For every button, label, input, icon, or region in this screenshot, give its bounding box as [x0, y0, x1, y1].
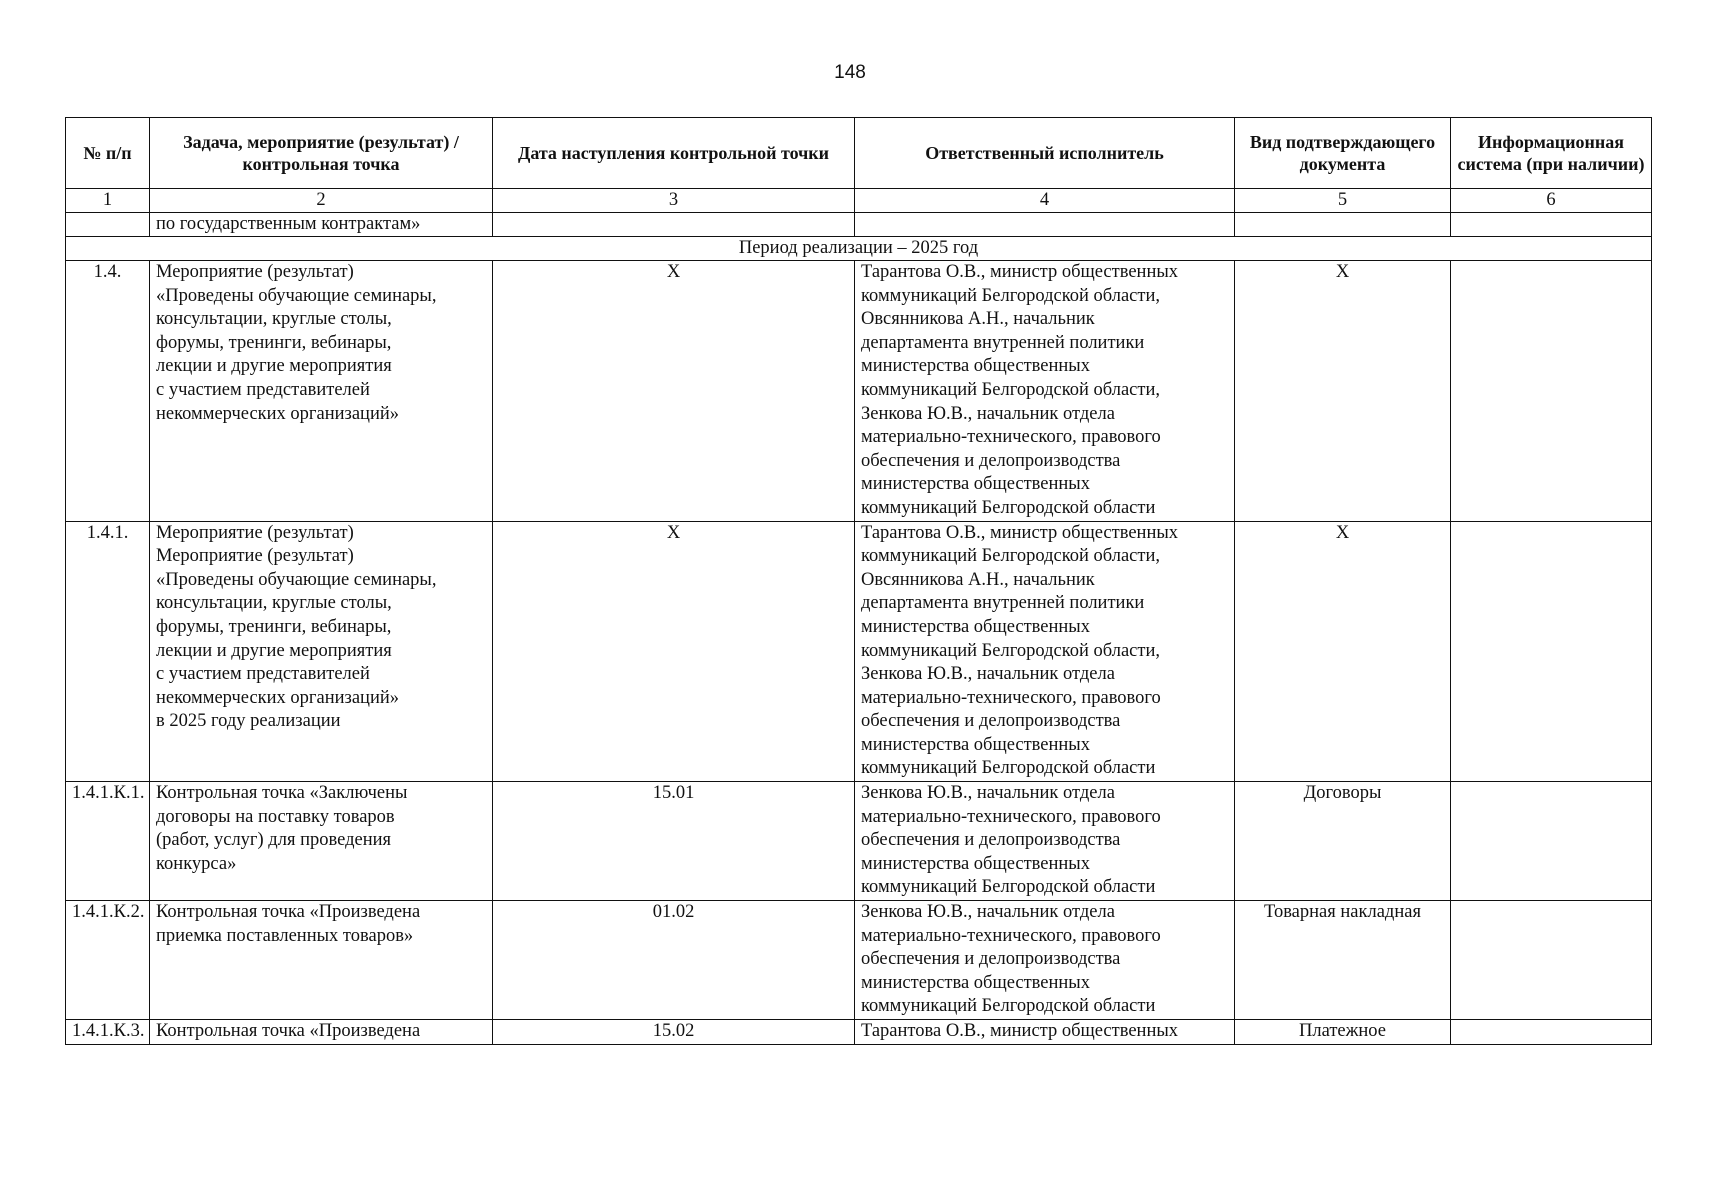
row-date: 15.02 [493, 1020, 855, 1045]
header-date: Дата наступления контрольной точки [493, 118, 855, 189]
row-document: X [1235, 261, 1451, 522]
continuation-row [66, 213, 1652, 237]
row-date: 15.01 [493, 782, 855, 901]
header-info-system: Информационная система (при наличии) [1451, 118, 1652, 189]
table-row [66, 1020, 1652, 1045]
row-info-system [1451, 1020, 1652, 1045]
header-executor: Ответственный исполнитель [855, 118, 1235, 189]
row-date: 01.02 [493, 901, 855, 1020]
row-date: X [493, 521, 855, 782]
column-number: 2 [150, 189, 493, 213]
row-task: Контрольная точка «Заключены договоры на поставку товаров (работ, услуг) для проведения конкурса» [150, 782, 493, 901]
row-number: 1.4.1. [66, 521, 150, 782]
column-number: 6 [1451, 189, 1652, 213]
column-number: 3 [493, 189, 855, 213]
column-number: 1 [66, 189, 150, 213]
table-row [66, 261, 1652, 522]
row-executor: Тарантова О.В., министр общественных коммуникаций Белгородской области, Овсянникова А.Н., начальник департамента внутренней политики министерства общественных коммуникаций Белгородской области, Зенкова Ю.В., начальник отдела материально-технического, правового обеспечения и делопроизводства министерства общественных коммуникаций Белгородской области [855, 521, 1235, 782]
row-task: Мероприятие (результат) Мероприятие (результат) «Проведены обучающие семинары, консультации, круглые столы, форумы, тренинги, вебинары, лекции и другие мероприятия с участием представителей некоммерческих организаций» в 2025 году реализации [150, 521, 493, 782]
row-task: Контрольная точка «Произведена приемка поставленных товаров» [150, 901, 493, 1020]
table-header-row [66, 118, 1652, 189]
page-number: 148 [834, 62, 866, 83]
column-number: 4 [855, 189, 1235, 213]
table-row [66, 521, 1652, 782]
row-executor: Зенкова Ю.В., начальник отдела материально-технического, правового обеспечения и делопроизводства министерства общественных коммуникаций Белгородской области [855, 901, 1235, 1020]
row-task: Контрольная точка «Произведена [150, 1020, 493, 1045]
row-document: Договоры [1235, 782, 1451, 901]
row-info-system [1451, 261, 1652, 522]
row-info-system [1451, 782, 1652, 901]
control-points-table [65, 117, 1652, 1045]
header-task: Задача, мероприятие (результат) / контрольная точка [150, 118, 493, 189]
row-executor: Тарантова О.В., министр общественных [855, 1020, 1235, 1045]
table-row [66, 901, 1652, 1020]
row-date: X [493, 261, 855, 522]
table-row [66, 782, 1652, 901]
row-executor: Тарантова О.В., министр общественных коммуникаций Белгородской области, Овсянникова А.Н., начальник департамента внутренней политики министерства общественных коммуникаций Белгородской области, Зенкова Ю.В., начальник отдела материально-технического, правового обеспечения и делопроизводства министерства общественных коммуникаций Белгородской области [855, 261, 1235, 522]
row-number: 1.4.1.К.1. [66, 782, 150, 901]
row-executor: Зенкова Ю.В., начальник отдела материально-технического, правового обеспечения и делопроизводства министерства общественных коммуникаций Белгородской области [855, 782, 1235, 901]
column-number: 5 [1235, 189, 1451, 213]
header-number: № п/п [66, 118, 150, 189]
row-info-system [1451, 901, 1652, 1020]
row-number: 1.4. [66, 261, 150, 522]
header-document: Вид подтверждающего документа [1235, 118, 1451, 189]
row-task: Мероприятие (результат) «Проведены обучающие семинары, консультации, круглые столы, форумы, тренинги, вебинары, лекции и другие мероприятия с участием представителей некоммерческих организаций» [150, 261, 493, 522]
row-number: 1.4.1.К.3. [66, 1020, 150, 1045]
row-document: Товарная накладная [1235, 901, 1451, 1020]
row-number: 1.4.1.К.2. [66, 901, 150, 1020]
row-document: Платежное [1235, 1020, 1451, 1045]
row-document: X [1235, 521, 1451, 782]
period-label: Период реализации – 2025 год [66, 237, 1652, 261]
period-row [66, 237, 1652, 261]
row-info-system [1451, 521, 1652, 782]
continuation-text: по государственным контрактам» [150, 213, 493, 237]
column-number-row [66, 189, 1652, 213]
